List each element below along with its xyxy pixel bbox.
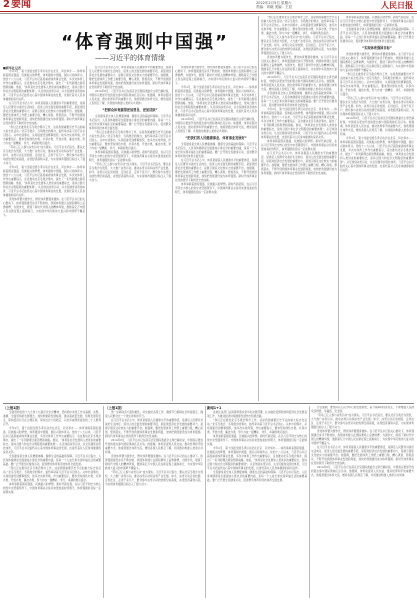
article-paragraph: 竞技体育要为国争光，群众体育要强身健体。在习近平总书记的关心推动下，体育强国建设步伐不断加快，我国体育健儿在国际赛场上奋勇拼搏，为国争光，展现了新时代中国人的精神风貌，激励着亿万中国人民在新征程上砥砺前行，为实现中华民族伟大复兴的中国梦不懈奋斗。 (175, 66, 257, 85)
article-byline: ■新华社记者 (3, 66, 21, 70)
date-line: 2022年2月5日 星期六 (256, 1, 292, 5)
story-paragraph: 2014年8月，习近平总书记在南京会见国际奥委会主席巴赫时说，中国将以更加开放的姿态参与国际奥林匹克运动。他强调，体育是促进人民友谊、推动世界和平的重要方式。他希望通过体育交流，增进各国人民相互了解，共同推动构建人类命运共同体。 (105, 439, 203, 454)
masthead-logo: 人民日报 (381, 0, 413, 10)
story-paragraph: 2014年8月，习近平总书记在南京会见国际奥委会主席巴赫时说，中国将以更加开放的姿态参与国际奥林匹克运动。他强调，体育是促进人民友谊、推动世界和平的重要方式。他希望通过体育交流，增进各国人民相互了解，共同推动构建人类命运共同体。 (311, 466, 414, 477)
article-subhead: ——习近平的体育情缘 (95, 54, 165, 62)
header-rule-thin (0, 13, 417, 14)
bottom-story-2 (105, 406, 203, 598)
article-paragraph: “我们正在推进北京冬奥会筹办工作，这是我国重要历史节点的重大标志性活动。”北京冬奥会、冬残奥会的筹办，始终牵动着习近平总书记的心。从申办到筹办，从场馆建设到赛事组织，他多次实地考察，作出重要指示，要求坚持绿色办奥、共享办奥、开放办奥、廉洁办奥，努力办成一届精彩、非凡、卓越的奥运盛会。 (89, 131, 171, 150)
article-paragraph: 在习近平总书记心中，体育是提高人民健康水平的重要途径，是满足人民群众对美好生活向往、促进人的全面发展的重要手段，是促进经济社会发展的重要动力，是展示国家文化软实力的重要平台。他强调，要把发展体育工作摆上重要日程，精心谋划，狠抓落实，不断开创我国体育事业发展新局面，加快把我国建设成为体育强国。新时代体育事业在党的领导下取得历史性成就。 (261, 152, 337, 175)
story-paragraph: 进一步调动各方面积极性，切实做好各项工作，确保节日期间社会和谐稳定，确保人民群众过一个欢乐祥和的节日。 (105, 411, 203, 418)
header-rule (0, 11, 417, 12)
page-header (0, 0, 417, 10)
section-rule (3, 403, 414, 404)
article-paragraph: 今年2月，第十四届全国冬季运动会在北京、河北举办……体育承载着国家强盛、民族振兴的梦想，体育强则中国强，国运兴则体育兴。党的十八大以来，习近平总书记高度重视体育事业发展，多次对体育工作作出重要指示，亲自推动北京冬奥会筹办，提出了一系列新理念新思想新战略。他说，“体育是社会发展和人类进步的重要标志，是综合国力和社会文明程度的重要体现”。从足球到冰雪运动，从全民健身到竞技体育，习近平总书记始终关心着中国体育事业的发展，也寄托着对人民身体健康的深切关怀。 (175, 86, 257, 117)
column-rule (103, 406, 104, 598)
story-title: （上接1版） (3, 406, 23, 410)
article-paragraph: “带动三亿人参与冰雪运动”成为现实。习近平总书记指出，要以北京冬奥会为契机，大力推广冰雪运动，推动冰雪运动和冰雪产业发展。如今，冰雪运动走进校园、走进社区、走进千家万户，群众参与冰雪运动的热情空前高涨，冰雪经济蓬勃兴起，为实现体育强国目标注入了强大动力。 (3, 146, 85, 165)
story-paragraph: 竞技体育要为国争光，群众体育要强身健体。在习近平总书记的关心推动下，体育强国建设步伐不断加快，我国体育健儿在国际赛场上奋勇拼搏，为国争光，展现了新时代中国人的精神风貌，激励着亿万中国人民在新征程上砥砺前行，为实现中华民族伟大复兴的中国梦不懈奋斗。 (105, 455, 203, 470)
article-paragraph: 今年2月，第十四届全国冬季运动会在北京、河北举办……体育承载着国家强盛、民族振兴的梦想，体育强则中国强，国运兴则体育兴。党的十八大以来，习近平总书记高度重视体育事业发展，多次对体育工作作出重要指示，亲自推动北京冬奥会筹办，提出了一系列新理念新思想新战略。他说，“体育是社会发展和人类进步的重要标志，是综合国力和社会文明程度的重要体现”。从足球到冰雪运动，从全民健身到竞技体育，习近平总书记始终关心着中国体育事业的发展，也寄托着对人民身体健康的深切关怀。 (3, 70, 85, 101)
column-rule (258, 16, 259, 401)
article-paragraph: 今年2月，第十四届全国冬季运动会在北京、河北举办……体育承载着国家强盛、民族振兴的梦想，体育强则中国强，国运兴则体育兴。党的十八大以来，习近平总书记高度重视体育事业发展，多次对体育工作作出重要指示，亲自推动北京冬奥会筹办，提出了一系列新理念新思想新战略。他说，“体育是社会发展和人类进步的重要标志，是综合国力和社会文明程度的重要体现”。从足球到冰雪运动，从全民健身到竞技体育，习近平总书记始终关心着中国体育事业的发展，也寄托着对人民身体健康的深切关怀。 (340, 137, 414, 172)
story-paragraph: “带动三亿人参与冰雪运动”成为现实。习近平总书记指出，要以北京冬奥会为契机，大力推广冰雪运动，推动冰雪运动和冰雪产业发展。如今，冰雪运动走进校园、走进社区、走进千家万户，群众参与冰雪运动的热情空前高涨，冰雪经济蓬勃兴起，为实现体育强国目标注入了强大动力。 (311, 414, 414, 429)
article-paragraph: 全民健身是全体人民增强体魄、健康生活的基础和保障。习近平总书记指出，人民身体健康是全面建成小康社会的重要内涵，是每一个人成长和实现幸福生活的重要基础。要广泛开展全民健身运动，促进群众体育和竞技体育全面发展。 (89, 115, 171, 130)
story-paragraph: 全民健身是全体人民增强体魄、健康生活的基础和保障。习近平总书记指出，人民身体健康是全面建成小康社会的重要内涵，是每一个人成长和实现幸福生活的重要基础。要广泛开展全民健身运动，促进群众体育和竞技体育全面发展。 (3, 455, 101, 466)
article-paragraph: 体育承载着国家强盛、民族振兴的梦想。新时代新征程，在以习近平同志为核心的党中央坚强领导下，中国体育事业必将迎来更加美好的明天，体育强国的目标一定能够实现。 (89, 151, 171, 162)
story-paragraph: 体育承载着国家强盛、民族振兴的梦想。新时代新征程，在以习近平同志为核心的党中央坚强领导下，中国体育事业必将迎来更加美好的明天，体育强国的目标一定能够实现。 (207, 435, 307, 446)
article-paragraph: 2014年8月，习近平总书记在南京会见国际奥委会主席巴赫时说，中国将以更加开放的姿态参与国际奥林匹克运动。他强调，体育是促进人民友谊、推动世界和平的重要方式。他希望通过体育交流，增进各国人民相互了解，共同推动构建人类命运共同体。 (175, 118, 257, 133)
article-paragraph: 竞技体育要为国争光，群众体育要强身健体。在习近平总书记的关心推动下，体育强国建设步伐不断加快，我国体育健儿在国际赛场上奋勇拼搏，为国争光，展现了新时代中国人的精神风貌，激励着亿万中国人民在新征程上砥砺前行，为实现中华民族伟大复兴的中国梦不懈奋斗。 (261, 56, 337, 75)
article-paragraph: “带动三亿人参与冰雪运动”成为现实。习近平总书记指出，要以北京冬奥会为契机，大力推广冰雪运动，推动冰雪运动和冰雪产业发展。如今，冰雪运动走进校园、走进社区、走进千家万户，群众参与冰雪运动的热情空前高涨，冰雪经济蓬勃兴起，为实现体育强国目标注入了强大动力。 (340, 97, 414, 116)
story-paragraph: “带动三亿人参与冰雪运动”成为现实。习近平总书记指出，要以北京冬奥会为契机，大力推广冰雪运动，推动冰雪运动和冰雪产业发展。如今，冰雪运动走进校园、走进社区、走进千家万户，群众参与冰雪运动的热情空前高涨，冰雪经济蓬勃兴起，为实现体育强国目标注入了强大动力。 (105, 471, 203, 486)
article-paragraph: “带动三亿人参与冰雪运动”成为现实。习近平总书记指出，要以北京冬奥会为契机，大力推广冰雪运动，推动冰雪运动和冰雪产业发展。如今，冰雪运动走进校园、走进社区、走进千家万户，群众参与冰雪运动的热情空前高涨，冰雪经济蓬勃兴起，为实现体育强国目标注入了强大动力。 (261, 36, 337, 55)
article-column-1 (3, 66, 85, 401)
article-paragraph: 全民健身是全体人民增强体魄、健康生活的基础和保障。习近平总书记指出，人民身体健康是全面建成小康社会的重要内涵，是每一个人成长和实现幸福生活的重要基础。要广泛开展全民健身运动，促进群众体育和竞技体育全面发展。 (261, 92, 337, 107)
article-paragraph: 在习近平总书记心中，体育是提高人民健康水平的重要途径，是满足人民群众对美好生活向往、促进人的全面发展的重要手段，是促进经济社会发展的重要动力，是展示国家文化软实力的重要平台。他强调，要把发展体育工作摆上重要日程，精心谋划，狠抓落实，不断开创我国体育事业发展新局面，加快把我国建设成为体育强国。新时代体育事业在党的领导下取得历史性成就。 (175, 159, 257, 182)
article-paragraph: 全民健身是全体人民增强体魄、健康生活的基础和保障。习近平总书记指出，人民身体健康是全面建成小康社会的重要内涵，是每一个人成长和实现幸福生活的重要基础。要广泛开展全民健身运动，促进群众体育和竞技体育全面发展。 (175, 143, 257, 158)
story-paragraph: 竞技体育要为国争光，群众体育要强身健体。在习近平总书记的关心推动下，体育强国建设步伐不断加快，我国体育健儿在国际赛场上奋勇拼搏，为国争光，展现了新时代中国人的精神风貌，激励着亿万中国人民在新征程上砥砺前行，为实现中华民族伟大复兴的中国梦不懈奋斗。 (311, 430, 414, 445)
article-paragraph: 今年2月，第十四届全国冬季运动会在北京、河北举办……体育承载着国家强盛、民族振兴的梦想，体育强则中国强，国运兴则体育兴。党的十八大以来，习近平总书记高度重视体育事业发展，多次对体育工作作出重要指示，亲自推动北京冬奥会筹办，提出了一系列新理念新思想新战略。他说，“体育是社会发展和人类进步的重要标志，是综合国力和社会文明程度的重要体现”。从足球到冰雪运动，从全民健身到竞技体育，习近平总书记始终关心着中国体育事业的发展，也寄托着对人民身体健康的深切关怀。 (261, 108, 337, 139)
story-title: （上接1版） (105, 406, 125, 410)
story-paragraph: 体育承载着国家强盛、民族振兴的梦想。新时代新征程，在以习近平同志为核心的党中央坚强领导下，中国体育事业必将迎来更加美好的明天，体育强国的目标一定能够实现。 (3, 483, 101, 494)
article-paragraph: 2014年8月，习近平总书记在南京会见国际奥委会主席巴赫时说，中国将以更加开放的姿态参与国际奥林匹克运动。他强调，体育是促进人民友谊、推动世界和平的重要方式。他希望通过体育交流，增进各国人民相互了解，共同推动构建人类命运共同体。 (261, 76, 337, 91)
article-paragraph: 在习近平总书记心中，体育是提高人民健康水平的重要途径，是满足人民群众对美好生活向往、促进人的全面发展的重要手段，是促进经济社会发展的重要动力，是展示国家文化软实力的重要平台。他强调，要把发展体育工作摆上重要日程，精心谋划，狠抓落实，不断开创我国体育事业发展新局面，加快把我国建设成为体育强国。新时代体育事业在党的领导下取得历史性成就。 (3, 102, 85, 125)
article-paragraph: 2014年8月，习近平总书记在南京会见国际奥委会主席巴赫时说，中国将以更加开放的姿态参与国际奥林匹克运动。他强调，体育是促进人民友谊、推动世界和平的重要方式。他希望通过体育交流，增进各国人民相互了解，共同推动构建人类命运共同体。 (89, 90, 171, 105)
article-paragraph: “带动三亿人参与冰雪运动”成为现实。习近平总书记指出，要以北京冬奥会为契机，大力推广冰雪运动，推动冰雪运动和冰雪产业发展。如今，冰雪运动走进校园、走进社区、走进千家万户，群众参与冰雪运动的热情空前高涨，冰雪经济蓬勃兴起，为实现体育强国目标注入了强大动力。 (89, 163, 171, 182)
story-paragraph: 各地区各部门认真贯彻落实党中央决策部署，扎实做好疫情防控和经济社会发展各项工作，为推动经济持续健康发展作出积极贡献。 (207, 411, 307, 418)
article-paragraph: 2014年8月，习近平总书记在南京会见国际奥委会主席巴赫时说，中国将以更加开放的姿态参与国际奥林匹克运动。他强调，体育是促进人民友谊、推动世界和平的重要方式。他希望通过体育交流，增进各国人民相互了解，共同推动构建人类命运共同体。 (340, 117, 414, 136)
article-headline: “体育强则中国强” (61, 32, 229, 53)
article-paragraph: 在习近平总书记心中，体育是提高人民健康水平的重要途径，是满足人民群众对美好生活向往、促进人的全面发展的重要手段，是促进经济社会发展的重要动力，是展示国家文化软实力的重要平台。他强调，要把发展体育工作摆上重要日程，精心谋划，狠抓落实，不断开创我国体育事业发展新局面，加快把我国建设成为体育强国。新时代体育事业在党的领导下取得历史性成就。 (89, 66, 171, 89)
article-paragraph: 竞技体育要为国争光，群众体育要强身健体。在习近平总书记的关心推动下，体育强国建设步伐不断加快，我国体育健儿在国际赛场上奋勇拼搏，为国争光，展现了新时代中国人的精神风貌，激励着亿万中国人民在新征程上砥砺前行，为实现中华民族伟大复兴的中国梦不懈奋斗。 (3, 198, 85, 217)
bottom-story-4 (311, 406, 414, 598)
column-rule (86, 66, 87, 401)
article-paragraph: “我们正在推进北京冬奥会筹办工作，这是我国重要历史节点的重大标志性活动。”北京冬奥会、冬残奥会的筹办，始终牵动着习近平总书记的心。从申办到筹办，从场馆建设到赛事组织，他多次实地考察，作出重要指示，要求坚持绿色办奥、共享办奥、开放办奥、廉洁办奥，努力办成一届精彩、非凡、卓越的奥运盛会。 (3, 126, 85, 145)
story-paragraph: 在习近平总书记心中，体育是提高人民健康水平的重要途径，是满足人民群众对美好生活向往、促进人的全面发展的重要手段，是促进经济社会发展的重要动力，是展示国家文化软实力的重要平台。他强调，要把发展体育工作摆上重要日程，精心谋划，狠抓落实，不断开创我国体育事业发展新局面，加快把我国建设成为体育强国。新时代体育事业在党的领导下取得历史性成就。 (311, 446, 414, 465)
column-rule (338, 16, 339, 401)
article-paragraph: 今年2月，第十四届全国冬季运动会在北京、河北举办……体育承载着国家强盛、民族振兴的梦想，体育强则中国强，国运兴则体育兴。党的十八大以来，习近平总书记高度重视体育事业发展，多次对体育工作作出重要指示，亲自推动北京冬奥会筹办，提出了一系列新理念新思想新战略。他说，“体育是社会发展和人类进步的重要标志，是综合国力和社会文明程度的重要体现”。从足球到冰雪运动，从全民健身到竞技体育，习近平总书记始终关心着中国体育事业的发展，也寄托着对人民身体健康的深切关怀。 (3, 166, 85, 197)
story-paragraph: “我们正在推进北京冬奥会筹办工作，这是我国重要历史节点的重大标志性活动。”北京冬奥会、冬残奥会的筹办，始终牵动着习近平总书记的心。从申办到筹办，从场馆建设到赛事组织，他多次实地考察，作出重要指示，要求坚持绿色办奥、共享办奥、开放办奥、廉洁办奥，努力办成一届精彩、非凡、卓越的奥运盛会。 (3, 467, 101, 482)
article-paragraph: “我们正在推进北京冬奥会筹办工作，这是我国重要历史节点的重大标志性活动。”北京冬奥会、冬残奥会的筹办，始终牵动着习近平总书记的心。从申办到筹办，从场馆建设到赛事组织，他多次实地考察，作出重要指示，要求坚持绿色办奥、共享办奥、开放办奥、廉洁办奥，努力办成一届精彩、非凡、卓越的奥运盛会。 (261, 16, 337, 35)
section-name: 要闻 (10, 0, 31, 10)
article-column-4 (261, 16, 337, 401)
story-paragraph: 今年2月，第十四届全国冬季运动会在北京、河北举办……体育承载着国家强盛、民族振兴的梦想，体育强则中国强，国运兴则体育兴。党的十八大以来，习近平总书记高度重视体育事业发展，多次对体育工作作出重要指示，亲自推动北京冬奥会筹办，提出了一系列新理念新思想新战略。他说，“体育是社会发展和人类进步的重要标志，是综合国力和社会文明程度的重要体现”。从足球到冰雪运动，从全民健身到竞技体育，习近平总书记始终关心着中国体育事业的发展，也寄托着对人民身体健康的深切关怀。 (207, 447, 307, 470)
page-number: 2 (3, 0, 10, 10)
story-title: 新闻1+1 (207, 406, 222, 410)
column-rule (172, 66, 173, 401)
article-paragraph: 体育承载着国家强盛、民族振兴的梦想。新时代新征程，在以习近平同志为核心的党中央坚强领导下，中国体育事业必将迎来更加美好的明天，体育强国的目标一定能够实现。 (340, 16, 414, 27)
story-paragraph: 全面贯彻党的十九大和十九届历次全会精神，坚持稳中求进工作总基调，完整、准确、全面贯彻新发展理念，加快构建新发展格局，推动高质量发展，统筹发展和安全，保持经济运行在合理区间，保持社会大局稳定，以优异成绩迎接党的二十大胜利召开。 (3, 411, 101, 426)
article-subheading: “把群众体育搞得更加普及、更加活跃” (102, 108, 158, 112)
article-paragraph: 体育承载着国家强盛、民族振兴的梦想。新时代新征程，在以习近平同志为核心的党中央坚强领导下，中国体育事业必将迎来更加美好的明天，体育强国的目标一定能够实现。 (261, 140, 337, 151)
bottom-story-1 (3, 406, 101, 598)
story-paragraph: 全民健身是全体人民增强体魄、健康生活的基础和保障。习近平总书记指出，人民身体健康是全面建成小康社会的重要内涵，是每一个人成长和实现幸福生活的重要基础。要广泛开展全民健身运动，促进群众体育和竞技体育全面发展。 (207, 471, 307, 482)
editor-line: 责编：刘晓 美编：王辰 (256, 5, 293, 9)
bottom-story-3 (207, 406, 307, 598)
column-rule (309, 406, 310, 598)
story-paragraph: 今年2月，第十四届全国冬季运动会在北京、河北举办……体育承载着国家强盛、民族振兴的梦想，体育强则中国强，国运兴则体育兴。党的十八大以来，习近平总书记高度重视体育事业发展，多次对体育工作作出重要指示，亲自推动北京冬奥会筹办，提出了一系列新理念新思想新战略。他说，“体育是社会发展和人类进步的重要标志，是综合国力和社会文明程度的重要体现”。从足球到冰雪运动，从全民健身到竞技体育，习近平总书记始终关心着中国体育事业的发展，也寄托着对人民身体健康的深切关怀。 (3, 427, 101, 454)
article-column-5 (340, 16, 414, 401)
article-column-3 (175, 66, 257, 401)
story-paragraph: 会议强调，要坚持以人民为中心的发展思想，着力保障和改善民生，不断增强人民群众获得感、幸福感、安全感。 (311, 406, 414, 413)
article-subheading: “把我们的人民健康事业、体育事业发展好” (185, 136, 247, 140)
article-paragraph: 竞技体育要为国争光，群众体育要强身健体。在习近平总书记的关心推动下，体育强国建设步伐不断加快，我国体育健儿在国际赛场上奋勇拼搏，为国争光，展现了新时代中国人的精神风貌，激励着亿万中国人民在新征程上砥砺前行，为实现中华民族伟大复兴的中国梦不懈奋斗。 (340, 53, 414, 72)
article-paragraph: 体育承载着国家强盛、民族振兴的梦想。新时代新征程，在以习近平同志为核心的党中央坚强领导下，中国体育事业必将迎来更加美好的明天，体育强国的目标一定能够实现。 (175, 183, 257, 194)
article-column-2 (89, 66, 171, 401)
story-paragraph: “我们正在推进北京冬奥会筹办工作，这是我国重要历史节点的重大标志性活动。”北京冬奥会、冬残奥会的筹办，始终牵动着习近平总书记的心。从申办到筹办，从场馆建设到赛事组织，他多次实地考察，作出重要指示，要求坚持绿色办奥、共享办奥、开放办奥、廉洁办奥，努力办成一届精彩、非凡、卓越的奥运盛会。 (207, 419, 307, 434)
column-rule (205, 406, 206, 598)
story-paragraph: 在习近平总书记心中，体育是提高人民健康水平的重要途径，是满足人民群众对美好生活向往、促进人的全面发展的重要手段，是促进经济社会发展的重要动力，是展示国家文化软实力的重要平台。他强调，要把发展体育工作摆上重要日程，精心谋划，狠抓落实，不断开创我国体育事业发展新局面，加快把我国建设成为体育强国。新时代体育事业在党的领导下取得历史性成就。 (105, 419, 203, 438)
article-paragraph: 全民健身是全体人民增强体魄、健康生活的基础和保障。习近平总书记指出，人民身体健康是全面建成小康社会的重要内涵，是每一个人成长和实现幸福生活的重要基础。要广泛开展全民健身运动，促进群众体育和竞技体育全面发展。 (340, 28, 414, 43)
article-paragraph: “我们正在推进北京冬奥会筹办工作，这是我国重要历史节点的重大标志性活动。”北京冬奥会、冬残奥会的筹办，始终牵动着习近平总书记的心。从申办到筹办，从场馆建设到赛事组织，他多次实地考察，作出重要指示，要求坚持绿色办奥、共享办奥、开放办奥、廉洁办奥，努力办成一届精彩、非凡、卓越的奥运盛会。 (340, 73, 414, 96)
article-subheading: “实现体育强国目标” (362, 46, 392, 50)
